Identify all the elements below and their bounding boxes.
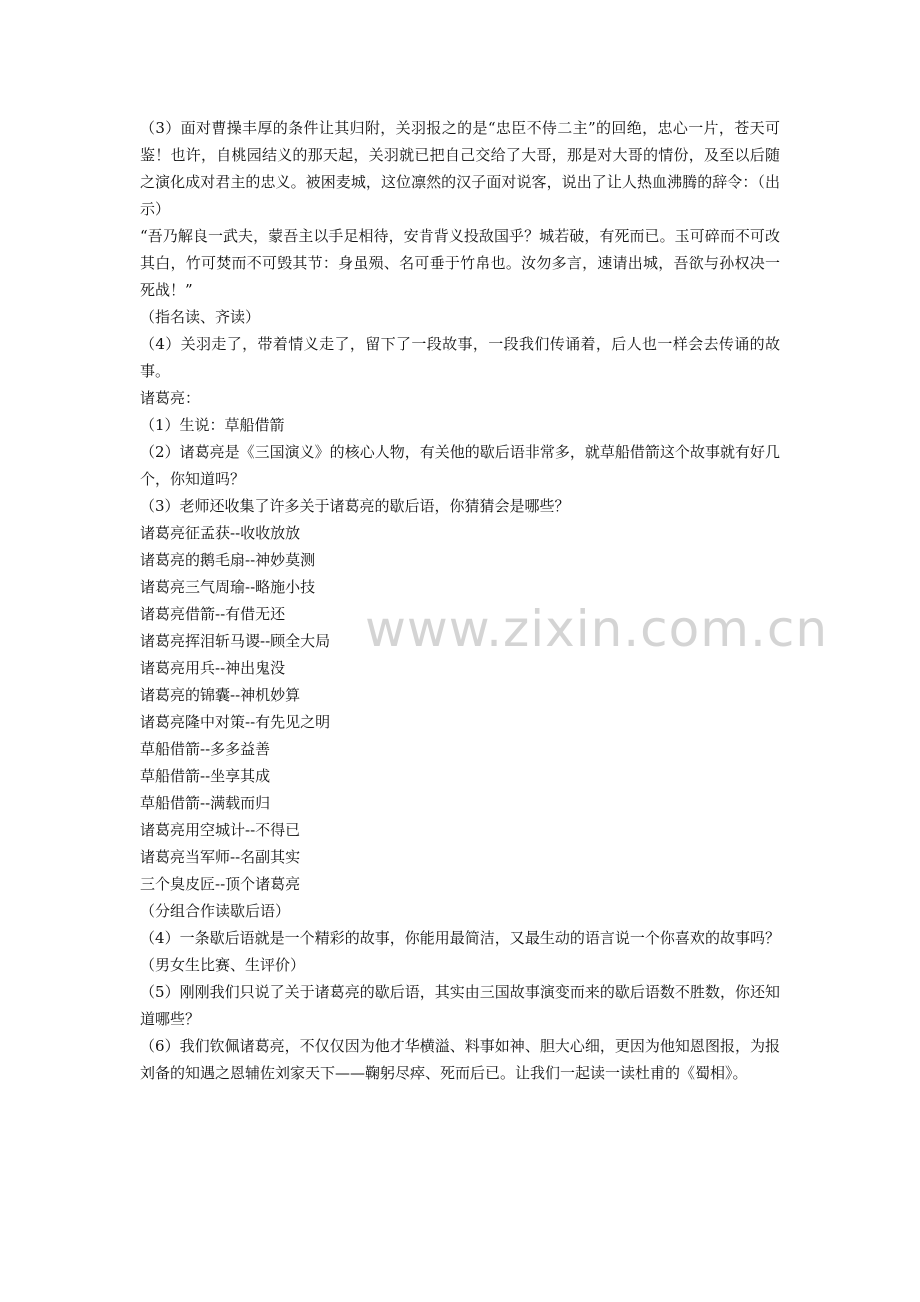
xiehouyu-item: 诸葛亮三气周瑜--略施小技: [140, 578, 316, 596]
paragraph: （1）生说：草船借箭: [140, 416, 285, 434]
xiehouyu-item: 诸葛亮用兵--神出鬼没: [140, 659, 286, 677]
paragraph: （2）诸葛亮是《三国演义》的核心人物，有关他的歇后语非常多，就草船借箭这个故事就有好几个，你知道吗？: [140, 443, 780, 488]
xiehouyu-item: 草船借箭--满载而归: [140, 794, 271, 812]
section-heading: 诸葛亮：: [140, 389, 201, 407]
paragraph: （指名读、齐读）: [140, 308, 261, 326]
paragraph: “吾乃解良一武夫，蒙吾主以手足相待，安肯背义投敌国乎？城若破，有死而已。玉可碎而不可改其白，竹可焚而不可毁其节：身虽殒、名可垂于竹帛也。汝勿多言，速请出城，吾欲与孙权决一死战！”: [140, 227, 780, 299]
document-body: [140, 115, 780, 1087]
xiehouyu-item: 三个臭皮匠--顶个诸葛亮: [140, 875, 301, 893]
xiehouyu-item: 诸葛亮隆中对策--有先见之明: [140, 713, 331, 731]
paragraph: （6）我们钦佩诸葛亮，不仅仅因为他才华横溢、料事如神、胆大心细，更因为他知恩图报，为报刘备的知遇之恩辅佐刘家天下——鞠躬尽瘁、死而后已。让我们一起读一读杜甫的《蜀相》。: [140, 1037, 780, 1082]
paragraph: （3）面对曹操丰厚的条件让其归附，关羽报之的是“忠臣不侍二主”的回绝，忠心一片，苍天可鉴！也许，自桃园结义的那天起，关羽就已把自己交给了大哥，那是对大哥的情份，及至以后随之演化成对君主的忠义。被困麦城，这位凛然的汉子面对说客，说出了让人热血沸腾的辞令：（出示）: [140, 119, 780, 218]
watermark: www.zixin.com.cn: [365, 600, 829, 658]
xiehouyu-item: 诸葛亮用空城计--不得已: [140, 821, 301, 839]
xiehouyu-item: 诸葛亮的鹅毛扇--神妙莫测: [140, 551, 316, 569]
paragraph: （3）老师还收集了许多关于诸葛亮的歇后语，你猜猜会是哪些？: [140, 497, 570, 515]
paragraph: （5）刚刚我们只说了关于诸葛亮的歇后语，其实由三国故事演变而来的歇后语数不胜数，你还知道哪些？: [140, 983, 780, 1028]
xiehouyu-item: 诸葛亮的锦囊--神机妙算: [140, 686, 301, 704]
paragraph: （4）一条歇后语就是一个精彩的故事，你能用最简洁，又最生动的语言说一个你喜欢的故事吗？（男女生比赛、生评价）: [140, 929, 780, 974]
xiehouyu-item: 草船借箭--多多益善: [140, 740, 271, 758]
xiehouyu-item: 诸葛亮当军师--名副其实: [140, 848, 301, 866]
xiehouyu-item: 诸葛亮挥泪斩马谡--顾全大局: [140, 632, 331, 650]
xiehouyu-item: 诸葛亮征孟获--收收放放: [140, 524, 301, 542]
xiehouyu-item: 草船借箭--坐享其成: [140, 767, 271, 785]
xiehouyu-item: 诸葛亮借箭--有借无还: [140, 605, 286, 623]
paragraph: （4）关羽走了，带着情义走了，留下了一段故事，一段我们传诵着，后人也一样会去传诵的故事。: [140, 335, 780, 380]
paragraph: （分组合作读歇后语）: [140, 902, 291, 920]
